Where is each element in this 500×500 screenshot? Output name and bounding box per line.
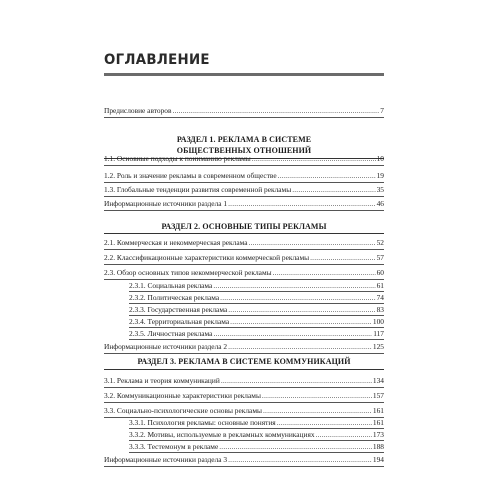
toc-entry-2-2[interactable] [104, 253, 384, 262]
section-heading-line: РАЗДЕЛ 2. ОСНОВНЫЕ ТИПЫ РЕКЛАМЫ [161, 222, 327, 231]
toc-entry-page: 161 [372, 418, 384, 427]
dot-leader [310, 253, 376, 262]
toc-entry-label: Информационные источники раздела 2 [104, 342, 228, 351]
toc-entry-label: Информационные источники раздела 1 [104, 199, 228, 208]
toc-entry-1-1[interactable] [104, 154, 384, 163]
page-title: ОГЛАВЛЕНИЕ [104, 52, 210, 68]
toc-entry-label: 3.3.2. Мотивы, используемые в рекламных коммуникациях [129, 430, 315, 439]
dot-leader [228, 455, 372, 464]
toc-entry-label: 2.1. Коммерческая и некоммерческая реклама [104, 238, 248, 247]
section-rule [104, 233, 384, 234]
toc-entry-page: 100 [372, 317, 384, 326]
section-heading-line: ОБЩЕСТВЕННЫХ ОТНОШЕНИЙ [176, 146, 312, 155]
dot-leader [230, 317, 372, 326]
entry-divider [129, 428, 384, 429]
dot-leader [249, 238, 376, 247]
entry-divider [104, 182, 384, 183]
toc-entry-2-3[interactable] [104, 268, 384, 277]
toc-entry-preface[interactable] [104, 106, 384, 115]
dot-leader [228, 342, 372, 351]
entry-divider [104, 402, 384, 403]
dot-leader [262, 391, 372, 400]
toc-entry-3-3-1[interactable] [129, 418, 384, 427]
section-3-heading [104, 356, 384, 367]
entry-divider [129, 440, 384, 441]
entry-divider [129, 452, 384, 453]
section-heading-line: РАЗДЕЛ 1. РЕКЛАМА В СИСТЕМЕ [176, 135, 312, 144]
toc-entry-page: 19 [376, 171, 384, 180]
toc-entry-label: Информационные источники раздела 3 [104, 455, 228, 464]
dot-leader [228, 199, 376, 208]
entry-divider [129, 315, 384, 316]
dot-leader [228, 305, 375, 314]
toc-entry-page: 60 [376, 268, 384, 277]
toc-entry-sources-1[interactable] [104, 199, 384, 208]
entry-divider [129, 339, 384, 340]
title-rule [104, 73, 384, 76]
entry-divider [104, 466, 384, 467]
entry-divider [129, 291, 384, 292]
entry-divider [104, 264, 384, 265]
toc-entry-sources-2[interactable] [104, 342, 384, 351]
entry-divider [104, 165, 384, 166]
toc-entry-3-3-3[interactable] [129, 442, 384, 451]
toc-entry-1-3[interactable] [104, 185, 384, 194]
entry-divider [104, 196, 384, 197]
toc-entry-2-3-2[interactable] [129, 293, 384, 302]
section-2-heading [104, 221, 384, 232]
toc-entry-label: 2.3.4. Территориальная реклама [129, 317, 230, 326]
toc-entry-page: 83 [376, 305, 384, 314]
dot-leader [277, 418, 372, 427]
toc-entry-page: 7 [380, 106, 384, 115]
toc-entry-label: 3.2. Коммуникационные характеристики рекламы [104, 391, 261, 400]
toc-entry-page: 194 [372, 455, 384, 464]
entry-divider [104, 387, 384, 388]
dot-leader [221, 376, 372, 385]
dot-leader [292, 185, 375, 194]
dot-leader [252, 154, 376, 163]
section-1-heading [104, 134, 384, 156]
toc-entry-3-1[interactable] [104, 376, 384, 385]
dot-leader [278, 171, 376, 180]
section-rule [104, 369, 384, 370]
entry-divider [129, 303, 384, 304]
toc-entry-page: 188 [372, 442, 384, 451]
toc-entry-page: 35 [376, 185, 384, 194]
entry-divider [129, 327, 384, 328]
dot-leader [273, 268, 376, 277]
toc-entry-page: 117 [373, 329, 384, 338]
toc-entry-3-3[interactable] [104, 406, 384, 415]
toc-entry-page: 74 [376, 293, 384, 302]
toc-entry-page: 157 [372, 391, 384, 400]
toc-entry-label: 1.3. Глобальные тенденции развития современной рекламы [104, 185, 292, 194]
toc-entry-label: 3.3.3. Тестемонум в рекламе [129, 442, 219, 451]
entry-divider [104, 353, 384, 354]
toc-entry-2-3-1[interactable] [129, 281, 384, 290]
toc-entry-label: Предисловие авторов [104, 106, 172, 115]
entry-divider [104, 249, 384, 250]
toc-entry-label: 2.3.2. Политическая реклама [129, 293, 220, 302]
toc-entry-2-3-4[interactable] [129, 317, 384, 326]
entry-divider [104, 117, 384, 118]
toc-entry-label: 3.1. Реклама и теория коммуникаций [104, 376, 220, 385]
toc-entry-label: 2.3.1. Социальная реклама [129, 281, 213, 290]
toc-entry-page: 161 [372, 406, 384, 415]
dot-leader [213, 281, 375, 290]
toc-entry-label: 2.3.5. Личностная реклама [129, 329, 213, 338]
toc-entry-page: 10 [376, 154, 384, 163]
toc-entry-label: 3.3.1. Психология рекламы: основные понятия [129, 418, 276, 427]
entry-divider [104, 210, 384, 211]
toc-entry-page: 61 [376, 281, 384, 290]
toc-entry-label: 2.2. Классификационные характеристики коммерческой рекламы [104, 253, 310, 262]
toc-entry-page: 173 [372, 430, 384, 439]
toc-entry-page: 57 [376, 253, 384, 262]
dot-leader [219, 442, 372, 451]
toc-entry-2-1[interactable] [104, 238, 384, 247]
dot-leader [263, 406, 372, 415]
toc-entry-page: 52 [376, 238, 384, 247]
dot-leader [172, 106, 379, 115]
dot-leader [213, 329, 372, 338]
toc-entry-2-3-5[interactable] [129, 329, 384, 338]
toc-entry-label: 1.1. Основные подходы к пониманию рекламы [104, 154, 251, 163]
toc-entry-label: 2.3.3. Государственная реклама [129, 305, 228, 314]
toc-entry-page: 125 [372, 342, 384, 351]
toc-entry-page: 46 [376, 199, 384, 208]
toc-entry-2-3-3[interactable] [129, 305, 384, 314]
toc-entry-3-2[interactable] [104, 391, 384, 400]
section-heading-line: РАЗДЕЛ 3. РЕКЛАМА В СИСТЕМЕ КОММУНИКАЦИЙ [137, 357, 351, 366]
toc-entry-page: 134 [372, 376, 384, 385]
toc-entry-label: 2.3. Обзор основных типов некоммерческой рекламы [104, 268, 272, 277]
dot-leader [220, 293, 375, 302]
toc-entry-label: 1.2. Роль и значение рекламы в современном обществе [104, 171, 277, 180]
entry-divider [104, 279, 384, 280]
toc-entry-label: 3.3. Социально-психологические основы рекламы [104, 406, 262, 415]
dot-leader [316, 430, 372, 439]
toc-entry-1-2[interactable] [104, 171, 384, 180]
toc-entry-sources-3[interactable] [104, 455, 384, 464]
toc-entry-3-3-2[interactable] [129, 430, 384, 439]
